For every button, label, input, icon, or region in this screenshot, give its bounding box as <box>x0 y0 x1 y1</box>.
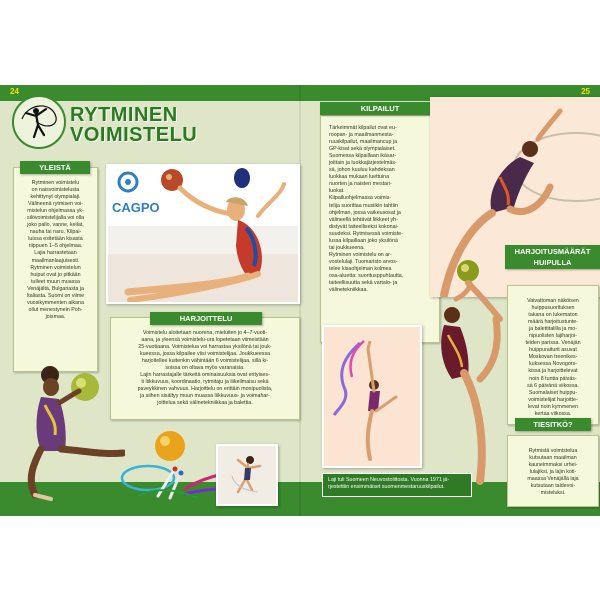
photo-sitting-gymnast <box>5 355 125 505</box>
yleista-box <box>13 167 98 372</box>
book-spread <box>0 85 600 516</box>
title-line-2: VOIMISTELU <box>70 124 198 146</box>
harjoitusmaarat-heading-line-2: HUIPULLA <box>533 258 572 267</box>
photo-ribbon-gymnast <box>322 325 422 468</box>
title-line-1: RYTMINEN <box>70 104 178 126</box>
harjoittelu-text: Voimistelu aloitetaan nuorena, mieluiten jo 4–7-vuoti- aana, ja yleensä voimistelu-ura lopetetaan viimeistään 25-vuotiaana. Voimistelua voi harrastaa yksilönä tai jouk- kueessa, jossa kilpailee viisi voimistelijaa. Joukkueessa harjoitellee kuitenkin vähintään 6 voimistelijaa, sillä ki- soissa on oltava myös varanaisia. Lajin harrastajalle tärkeitä ominaisuuksia ovat erityises- ti liikkuvuus, koordinaatio, rytmitaju ja liikeilmaisu sekä paveykkinen vahvuus. Harjoittelu on erittäin monipuolista, ja siihen sisältyy muun muassa liikkuvuus- ja voimahar- joittelua sekä välinetekniikkaa ja balettia. <box>137 330 273 407</box>
harjoittelu-box <box>110 317 300 420</box>
kilpailut-heading: KILPAILUT <box>320 102 440 115</box>
yleista-text: Rytminen voimistelu on naisvoimistelusta kehittynyt olympialaji. Välineenä rytmisen voi- mistelun ohjelmassa yk- silövoimistelijalla voi olla joko pallo, vanne, keilat, nauha tai naru. Kilpai- luissa esitetään kisasta riippuen 1–5 ohjelmaa. Lajia harrastetaan maailmanlaajuisesti. Rytminen voimistelun huiput ovat jo pitkään tulleet muun muassa Venäjältä, Bulgariasta ja Italiasta. Suomi on viime vuosikymmenten aikana ollut menestynein Poh- joismaa. <box>26 180 85 320</box>
page-number-right: 25 <box>581 87 590 96</box>
photo-rope-gymnast <box>216 444 278 506</box>
photo-ball-gymnast <box>106 164 300 304</box>
gymnast-logo-icon <box>12 95 66 149</box>
page-title <box>70 105 197 145</box>
kilpailut-text: Tärkeimmät kilpailut ovat eu- roopan- ja maailmanmesta- ruuskilpailut, maailmancup ja GP-kisat sekä olympialaiset. Suomessa kilpaillaan ikäsar- joittain ja luokkajärjestelmäs- sä, johon kuuluu kahdeksan luokkaa mukaan luettuina nuorten ja naisten mestari- luokat. Kilpailuohjelmassa voimis- telija suorittaa musiikin tahtiin ohjelman, jossa vaikeusosat ja välineellä tehtävät liikkeet yh- distyvät taiteelliseksi kokonai- suudeksi. Rytmisessä voimiste- lussa kilpaillaan joko yksilönä tai joukkueena. Rytminen voimistelu on ar- vostelulaji. Tuomaristo arvos- telee kisaohjelman kolmea osa-aluetta: suoritusppuhtautta, taiteellisuutta sekä vartalo- ja välinetekniikkaa. <box>329 125 404 294</box>
photo-split-gymnast <box>420 255 510 485</box>
tiesitko-heading: TIESITKÖ? <box>515 418 591 431</box>
harjoittelu-heading: HARJOITTELU <box>150 312 262 325</box>
harjoitusmaarat-box <box>507 285 599 425</box>
yleista-heading: YLEISTÄ <box>20 161 90 174</box>
page-number-left: 24 <box>10 87 19 96</box>
harjoitusmaarat-heading <box>505 245 600 269</box>
harjoitusmaarat-text: Vaivattoman näköisen huippusuorituksen takana on lukematon määrä harjoitustunte- ja balettitalilla ja mo- nipuolisten lajiharjoi- teiden parissa. Venäjän huippuraiturit asuvat Moskovan treenikes- kuksessa Novogors- kissa ja harjoittelevat noin 8 tuntia päiväs- sä 6 päivänä viikossa. Suomalaiset huippu- voimistelijat harjoitte- levat noin kymmenen kertaa viikossa. <box>525 298 581 417</box>
banner-text: CAGPO <box>112 200 160 215</box>
photo-caption: Laji tuli Suomeen Neuvostoliitosta. Vuonna 1971 jä- rjestettiin ensimmäiset suomenmestaruuskilpailut. <box>322 473 472 497</box>
tiesitko-box <box>507 435 599 507</box>
apparatus-image <box>118 430 228 500</box>
tiesitko-text: Rytmistä voimistelua kutsutaan maailman kauneimmaksi urhei- lulajiksi, ja lajin koti- maassa Venäjällä laja kutsutaan taidevoi- misteluksi. <box>527 448 579 497</box>
harjoitusmaarat-heading-line-1: HARJOITUSMÄÄRÄT <box>514 247 591 256</box>
